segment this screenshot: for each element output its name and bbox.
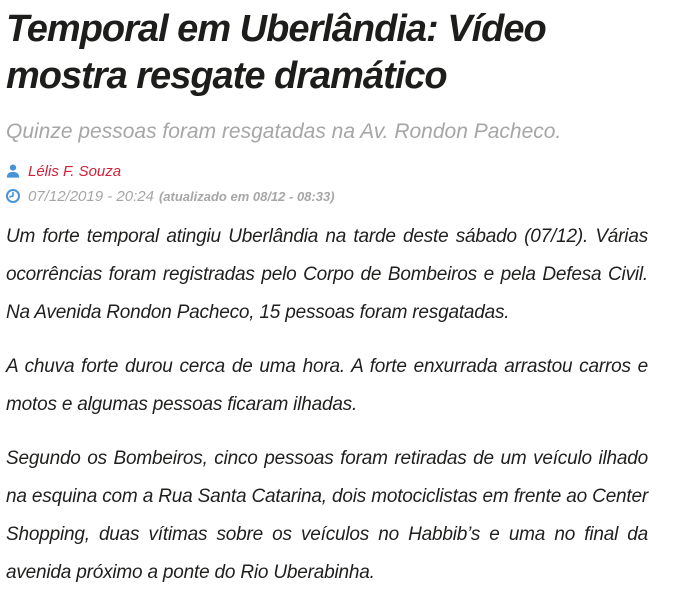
paragraph-1: Um forte temporal atingiu Uberlândia na tarde deste sábado (07/12). Várias ocorrências foram registradas pelo Corpo de Bombeiros e pela Defesa Civil. Na Avenida Rondon Pacheco, 15 pessoas foram resgatadas. (6, 226, 648, 323)
article-meta (6, 161, 660, 206)
updated-datetime: (atualizado em 08/12 - 08:33) (158, 188, 335, 204)
article-title: Temporal em Uberlândia: Vídeo mostra resgate dramático (6, 8, 546, 97)
paragraph-2: A chuva forte durou cerca de uma hora. A forte enxurrada arrastou carros e motos e algumas pessoas ficaram ilhadas. (6, 356, 648, 415)
article-body (6, 218, 648, 592)
publish-date-row (6, 186, 660, 206)
paragraph-3: Segundo os Bombeiros, cinco pessoas foram retiradas de um veículo ilhado na esquina com a Rua Santa Catarina, dois motociclistas em frente ao Center Shopping, duas vítimas sobre os veículos no Habbib’s e uma no final da avenida próximo a ponte do Rio Uberabinha. (6, 448, 648, 583)
clock-icon (6, 189, 20, 203)
publish-datetime: 07/12/2019 - 20:24 (28, 187, 154, 205)
author-row (6, 161, 660, 181)
author-link[interactable]: Lélis F. Souza (28, 162, 122, 180)
user-icon (6, 164, 20, 178)
article-subtitle: Quinze pessoas foram resgatadas na Av. Rondon Pacheco. (6, 120, 562, 143)
